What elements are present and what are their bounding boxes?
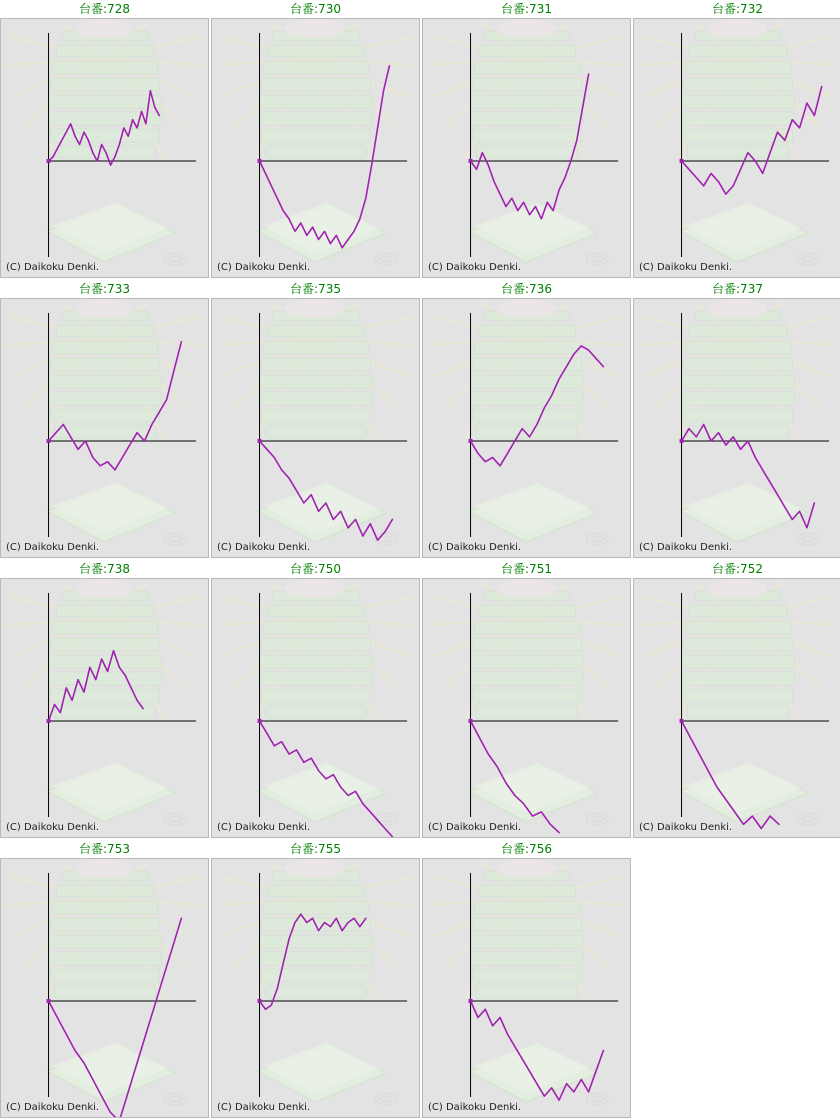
- graph-panel[interactable]: [422, 578, 631, 838]
- machine-graph-cell[interactable]: [633, 0, 840, 280]
- copyright-label: (C) Daikoku Denki.: [6, 262, 100, 273]
- copyright-label: (C) Daikoku Denki.: [6, 822, 100, 833]
- line-chart: [423, 579, 630, 837]
- machine-graph-cell[interactable]: [633, 560, 840, 840]
- machine-title: 台番:728: [0, 0, 209, 18]
- graph-panel[interactable]: [211, 298, 420, 558]
- machine-title: 台番:730: [211, 0, 420, 18]
- machine-title: 台番:737: [633, 280, 840, 298]
- machine-graph-cell[interactable]: [422, 280, 631, 560]
- graph-panel[interactable]: [211, 858, 420, 1118]
- graph-panel[interactable]: [0, 858, 209, 1118]
- machine-graph-cell[interactable]: [422, 0, 631, 280]
- machine-graph-cell[interactable]: [211, 560, 420, 840]
- graph-panel[interactable]: [633, 578, 840, 838]
- line-chart: [1, 19, 208, 277]
- machine-graph-cell[interactable]: [422, 560, 631, 840]
- machine-graph-cell[interactable]: [211, 0, 420, 280]
- machine-graph-cell[interactable]: [0, 840, 209, 1120]
- machine-graph-cell[interactable]: [0, 280, 209, 560]
- machine-graph-cell[interactable]: [422, 840, 631, 1120]
- copyright-label: (C) Daikoku Denki.: [639, 542, 733, 553]
- machine-title: 台番:736: [422, 280, 631, 298]
- graph-panel[interactable]: [0, 18, 209, 278]
- line-chart: [423, 859, 630, 1117]
- line-chart: [634, 299, 840, 557]
- copyright-label: (C) Daikoku Denki.: [6, 1102, 100, 1113]
- line-chart: [634, 19, 840, 277]
- machine-title: 台番:752: [633, 560, 840, 578]
- copyright-label: (C) Daikoku Denki.: [217, 542, 311, 553]
- copyright-label: (C) Daikoku Denki.: [217, 822, 311, 833]
- line-chart: [212, 299, 419, 557]
- machine-title: 台番:751: [422, 560, 631, 578]
- machine-graph-cell[interactable]: [633, 280, 840, 560]
- copyright-label: (C) Daikoku Denki.: [639, 262, 733, 273]
- machine-title: 台番:756: [422, 840, 631, 858]
- graph-panel[interactable]: [211, 18, 420, 278]
- line-chart: [1, 859, 208, 1117]
- graph-panel[interactable]: [422, 298, 631, 558]
- copyright-label: (C) Daikoku Denki.: [6, 542, 100, 553]
- line-chart: [423, 19, 630, 277]
- line-chart: [212, 579, 419, 837]
- line-chart: [212, 19, 419, 277]
- machine-graph-cell[interactable]: [0, 0, 209, 280]
- graph-panel[interactable]: [633, 298, 840, 558]
- line-chart: [634, 579, 840, 837]
- graph-panel[interactable]: [211, 578, 420, 838]
- line-chart: [423, 299, 630, 557]
- machine-title: 台番:755: [211, 840, 420, 858]
- graph-panel[interactable]: [0, 578, 209, 838]
- machine-graph-cell[interactable]: [211, 280, 420, 560]
- empty-cell: [633, 840, 840, 1120]
- copyright-label: (C) Daikoku Denki.: [428, 542, 522, 553]
- graph-panel[interactable]: [0, 298, 209, 558]
- machine-graph-cell[interactable]: [0, 560, 209, 840]
- machine-title: 台番:735: [211, 280, 420, 298]
- copyright-label: (C) Daikoku Denki.: [217, 262, 311, 273]
- copyright-label: (C) Daikoku Denki.: [428, 1102, 522, 1113]
- graph-panel[interactable]: [422, 18, 631, 278]
- line-chart: [212, 859, 419, 1117]
- machine-title: 台番:753: [0, 840, 209, 858]
- machine-title: 台番:738: [0, 560, 209, 578]
- machine-title: 台番:731: [422, 0, 631, 18]
- machine-graph-cell[interactable]: [211, 840, 420, 1120]
- copyright-label: (C) Daikoku Denki.: [639, 822, 733, 833]
- line-chart: [1, 579, 208, 837]
- machine-title: 台番:732: [633, 0, 840, 18]
- copyright-label: (C) Daikoku Denki.: [428, 822, 522, 833]
- line-chart: [1, 299, 208, 557]
- graph-panel[interactable]: [422, 858, 631, 1118]
- copyright-label: (C) Daikoku Denki.: [428, 262, 522, 273]
- machine-title: 台番:733: [0, 280, 209, 298]
- machine-title: 台番:750: [211, 560, 420, 578]
- graph-panel[interactable]: [633, 18, 840, 278]
- copyright-label: (C) Daikoku Denki.: [217, 1102, 311, 1113]
